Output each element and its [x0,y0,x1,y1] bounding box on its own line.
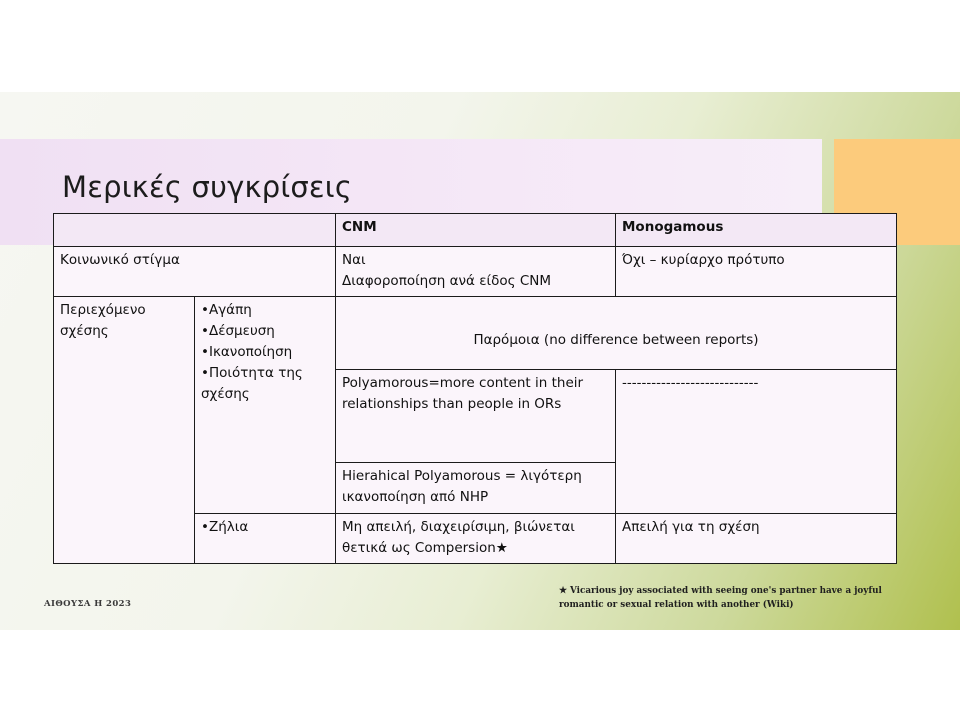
table-row-stigma [54,247,897,297]
content-similar: Παρόμοια (no difference between reports) [336,297,897,370]
stigma-cnm-cell [336,247,616,297]
content-label: Περιεχόμενο σχέσης [54,297,195,564]
monogamous-dash-cell: ---------------------------- [616,370,897,514]
comparison-table [53,213,897,564]
jealousy-label: •Ζήλια [195,514,336,564]
header-cnm: CNM [336,214,616,247]
hierarchical-cell: Hierahical Polyamorous = λιγότερη ικανοποίηση από NHP [336,463,616,514]
jealousy-monogamous: Απειλή για τη σχέση [616,514,897,564]
slide-title: Μερικές συγκρίσεις [62,170,353,204]
table-row-content-similar [54,297,897,370]
table-header-row [54,214,897,247]
footer-label: ΑΙΘΟΥΣΑ Η 2023 [44,599,132,609]
stigma-cnm-line-1: Ναι [342,252,366,268]
stigma-cnm-line-2: Διαφοροποίηση ανά είδος CNM [342,272,552,289]
header-monogamous: Monogamous [616,214,897,247]
footnote: ★ Vicarious joy associated with seeing one's partner have a joyful romantic or sexual relation with another (Wiki) [559,586,882,610]
content-item: •Δέσμευση [201,322,275,339]
stigma-monogamous: Όχι – κυρίαρχο πρότυπο [616,247,897,297]
content-item: •Ικανοποίηση [201,343,293,360]
content-item: •Αγάπη [201,302,252,318]
content-items-cell [195,297,336,514]
content-item: •Ποιότητα της σχέσης [201,364,303,402]
header-empty-cell [54,214,336,247]
stigma-label: Κοινωνικό στίγμα [54,247,336,297]
jealousy-cnm: Μη απειλή, διαχειρίσιμη, βιώνεται θετικά ως Compersion★ [336,514,616,564]
poly-cell: Polyamorous=more content in their relationships than people in ORs [336,370,616,463]
